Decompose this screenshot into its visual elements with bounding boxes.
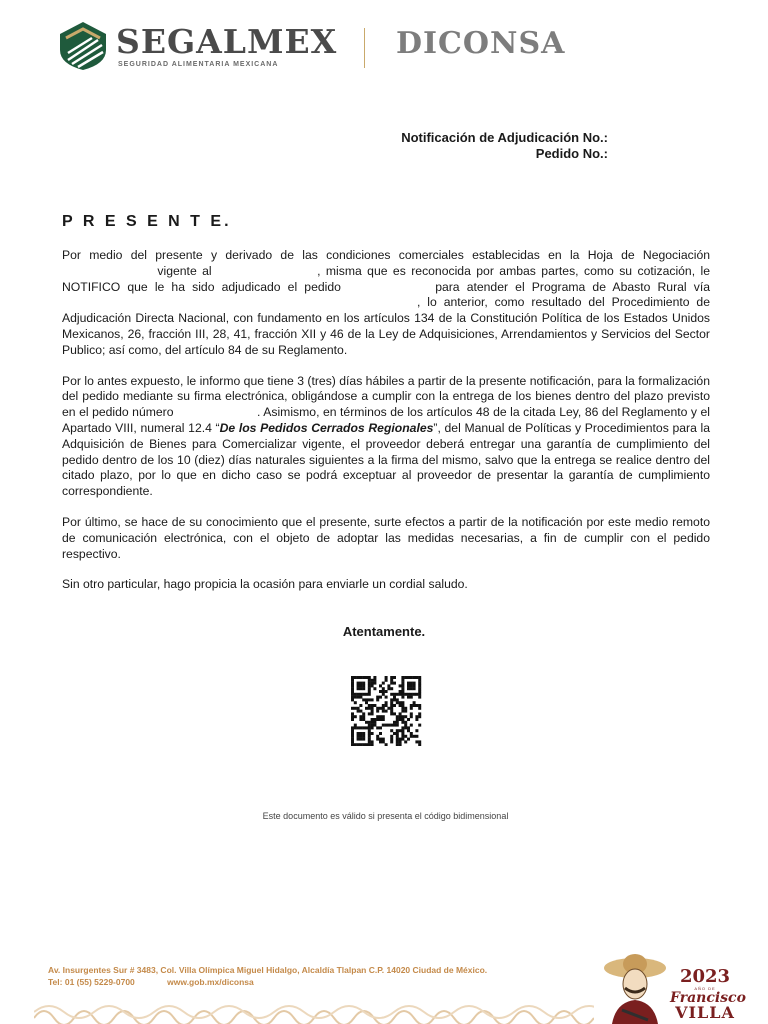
validity-note: Este documento es válido si presenta el código bidimensional: [262, 811, 509, 821]
footer-address: Av. Insurgentes Sur # 3483, Col. Villa Olímpica Miguel Hidalgo, Alcaldía Tlalpan C.P. 14020 Ciudad de México.: [48, 965, 488, 975]
paragraph-1: [62, 248, 710, 359]
footer-website: www.gob.mx/diconsa: [167, 977, 254, 987]
footer-phone: Tel: 01 (55) 5229-0700: [48, 977, 135, 987]
paragraph-2-text-c: ”, del Manual de Políticas y Procedimientos para la Adquisición de Bienes para Comercializar vigente, el proveedor deberá entregar una garantía de cumplimiento del pedido dentro de los 10 (diez) días naturales siguientes a la firma del mismo, salvo que la entrega se realice dentro del citado plazo, por lo que en dicho caso se podrá exceptuar al proveedor de presentar la garantía de cumplimiento correspondiente.: [62, 420, 710, 499]
paragraph-1-text-c: , misma que es reconocida por ambas partes, como su cotización, le NOTIFICO que le ha sido adjudicado el pedido: [62, 263, 710, 294]
notice-block: [401, 130, 608, 162]
brand-diconsa: DICONSA: [396, 26, 566, 61]
brand-segalmex: SEGALMEX: [116, 22, 338, 61]
closing: Atentamente.: [342, 624, 426, 639]
paragraph-2-text-a: Por lo antes expuesto, le informo que tiene 3 (tres) días hábiles a partir de la presente notificación, para la formalización del pedido mediante su firma electrónica, obligándose a cumplir con la entrega de los bienes dentro del plazo previsto en el pedido número: [62, 373, 710, 420]
letter-body: [62, 248, 710, 608]
year-name-first: Francisco: [670, 990, 746, 1006]
paragraph-2-text-b: . Asimismo, en términos de los artículos 48 de la citada Ley, 86 del Reglamento y el Apartado VIII, numeral 12.4 “: [62, 405, 710, 435]
paragraph-1-text-a: Por medio del presente y derivado de las condiciones comerciales establecidas en la Hoja de Negociación: [62, 248, 710, 262]
qr-code-icon: [349, 676, 423, 746]
paragraph-1-text-e: , lo anterior, como resultado del Procedimiento de Adjudicación Directa Nacional, con fundamento en los artículos 134 de la Constitución Política de los Estados Unidos Mexicanos, 26, fracción III, 28, 41, fracción XII y 46 de la Ley de Adquisiciones, Arrendamientos y Servicios del Sector Publico; así como, del artículo 84 de su Reglamento.: [62, 295, 710, 357]
paragraph-4: Sin otro particular, hago propicia la ocasión para enviarle un cordial saludo.: [62, 577, 468, 592]
paragraph-2-italic: De los Pedidos Cerrados Regionales: [219, 420, 434, 435]
year-name-last: VILLA: [675, 1003, 735, 1022]
document-header: [58, 18, 578, 74]
year-tag: AÑO DE: [694, 986, 716, 991]
paragraph-1-text-d: para atender el Programa de Abasto Rural vía: [435, 279, 711, 294]
notice-pedido: Pedido No.:: [535, 146, 608, 161]
decorative-pattern-icon: [34, 1000, 594, 1024]
segalmex-shield-icon: [58, 20, 108, 72]
year-emblem: [670, 966, 746, 1022]
paragraph-3: Por último, se hace de su conocimiento que el presente, surte efectos a partir de la notificación por este medio remoto de comunicación electrónica, con el objeto de adoptar las medidas necesarias, a fin de cumplir con el pedido respectivo.: [62, 514, 710, 561]
salutation: P R E S E N T E.: [62, 213, 232, 230]
brand-tagline: SEGURIDAD ALIMENTARIA MEXICANA: [118, 61, 279, 68]
year-number: 2023: [679, 966, 731, 987]
brand-separator: [364, 28, 365, 68]
footer-contact: [48, 964, 487, 988]
francisco-villa-portrait-icon: [602, 950, 668, 1024]
paragraph-2: [62, 374, 710, 500]
paragraph-1-text-b: vigente al: [157, 263, 212, 278]
notice-adjudicacion: Notificación de Adjudicación No.:: [401, 130, 608, 145]
